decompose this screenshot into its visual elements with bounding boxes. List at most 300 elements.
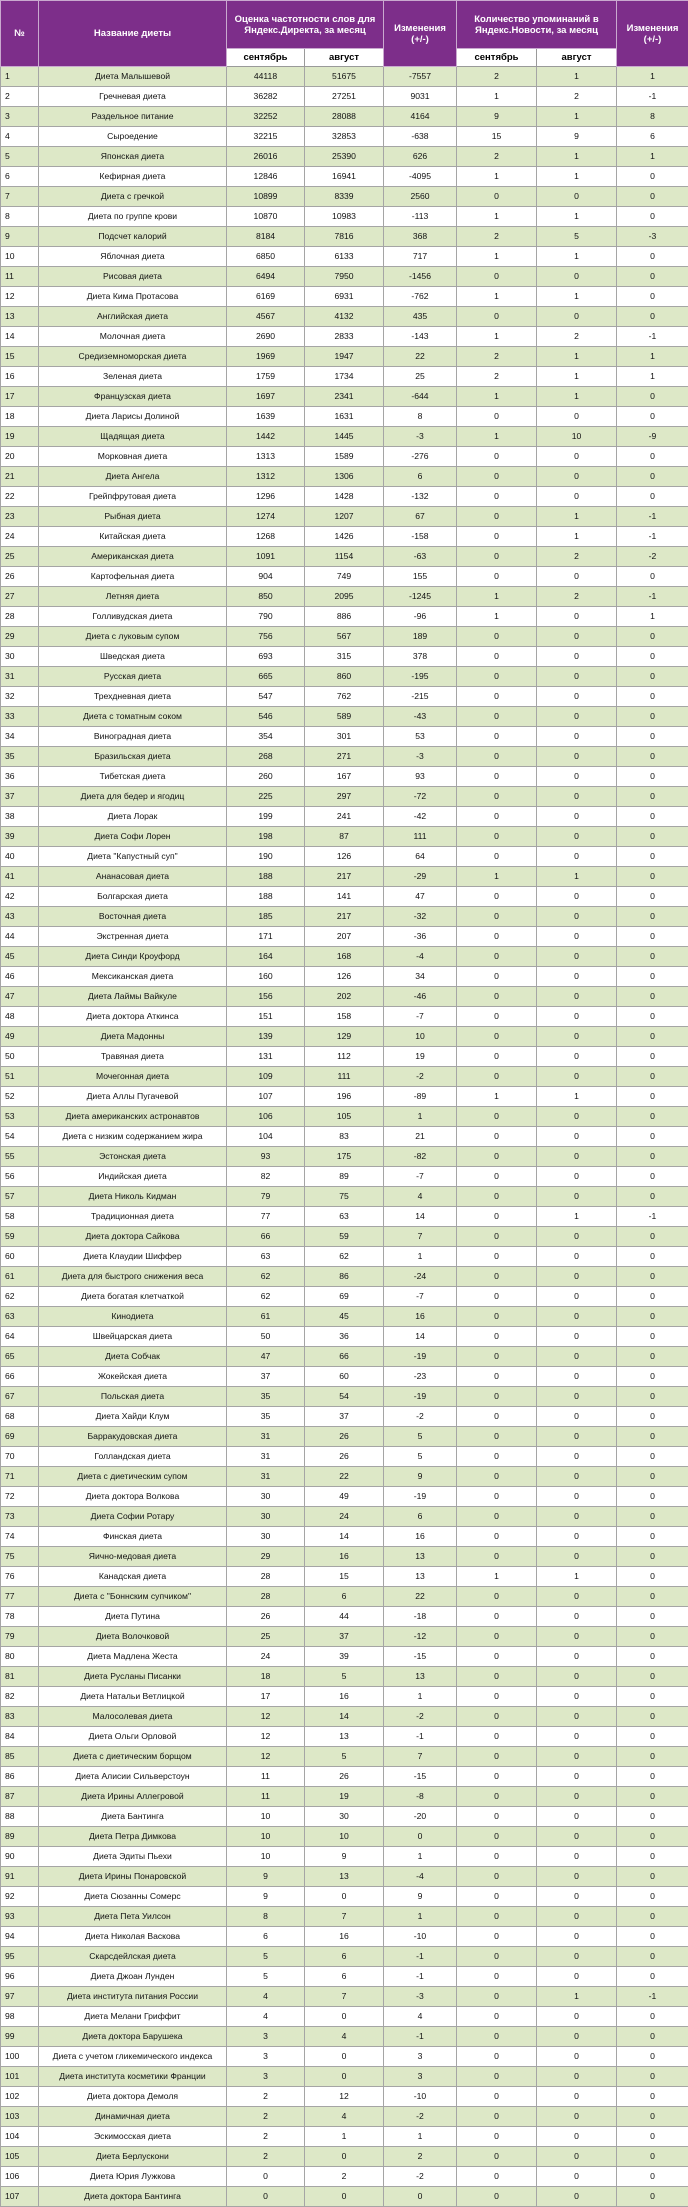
cell-news-change: -1 xyxy=(617,1207,688,1227)
cell-freq-sep: 10 xyxy=(227,1827,305,1847)
cell-freq-aug: 4 xyxy=(305,2107,384,2127)
cell-news-aug: 0 xyxy=(537,1247,617,1267)
cell-news-aug: 0 xyxy=(537,1327,617,1347)
cell-news-aug: 0 xyxy=(537,647,617,667)
table-body xyxy=(1,67,688,2207)
cell-num: 68 xyxy=(1,1407,39,1427)
cell-freq-change: 25 xyxy=(384,367,457,387)
cell-freq-aug: 1426 xyxy=(305,527,384,547)
table-row xyxy=(1,987,688,1007)
cell-num: 9 xyxy=(1,227,39,247)
table-row xyxy=(1,1827,688,1847)
cell-num: 24 xyxy=(1,527,39,547)
cell-diet-name: Жокейская диета xyxy=(39,1367,227,1387)
cell-num: 20 xyxy=(1,447,39,467)
cell-diet-name: Диета Ирины Понаровской xyxy=(39,1867,227,1887)
cell-freq-change: -18 xyxy=(384,1607,457,1627)
cell-news-change: 0 xyxy=(617,1747,688,1767)
cell-freq-aug: 14 xyxy=(305,1527,384,1547)
cell-news-sep: 0 xyxy=(457,927,537,947)
cell-freq-aug: 2 xyxy=(305,2167,384,2187)
cell-num: 63 xyxy=(1,1307,39,1327)
cell-num: 6 xyxy=(1,167,39,187)
cell-freq-sep: 31 xyxy=(227,1427,305,1447)
cell-freq-change: -4 xyxy=(384,1867,457,1887)
cell-num: 75 xyxy=(1,1547,39,1567)
cell-freq-sep: 3 xyxy=(227,2047,305,2067)
table-header xyxy=(1,1,688,67)
cell-news-aug: 0 xyxy=(537,1607,617,1627)
cell-news-change: 0 xyxy=(617,267,688,287)
cell-num: 93 xyxy=(1,1907,39,1927)
cell-news-sep: 0 xyxy=(457,1987,537,2007)
cell-news-aug: 1 xyxy=(537,147,617,167)
cell-freq-sep: 24 xyxy=(227,1647,305,1667)
cell-news-aug: 0 xyxy=(537,1287,617,1307)
cell-news-aug: 0 xyxy=(537,1007,617,1027)
table-row xyxy=(1,307,688,327)
cell-num: 16 xyxy=(1,367,39,387)
cell-news-aug: 0 xyxy=(537,1767,617,1787)
cell-diet-name: Диета с томатным соком xyxy=(39,707,227,727)
cell-freq-aug: 1154 xyxy=(305,547,384,567)
cell-diet-name: Диета "Капустный суп" xyxy=(39,847,227,867)
cell-diet-name: Индийская диета xyxy=(39,1167,227,1187)
cell-freq-sep: 12 xyxy=(227,1747,305,1767)
cell-freq-sep: 8184 xyxy=(227,227,305,247)
cell-freq-change: -1 xyxy=(384,2027,457,2047)
cell-diet-name: Диета Лорак xyxy=(39,807,227,827)
table-row xyxy=(1,707,688,727)
cell-freq-aug: 26 xyxy=(305,1427,384,1447)
cell-freq-sep: 904 xyxy=(227,567,305,587)
cell-news-aug: 0 xyxy=(537,467,617,487)
cell-news-aug: 0 xyxy=(537,1827,617,1847)
cell-diet-name: Малосолевая диета xyxy=(39,1707,227,1727)
cell-news-sep: 0 xyxy=(457,2167,537,2187)
cell-num: 48 xyxy=(1,1007,39,1027)
cell-freq-sep: 199 xyxy=(227,807,305,827)
cell-freq-aug: 167 xyxy=(305,767,384,787)
cell-freq-sep: 1312 xyxy=(227,467,305,487)
cell-news-aug: 1 xyxy=(537,207,617,227)
cell-news-change: 0 xyxy=(617,1527,688,1547)
cell-freq-sep: 354 xyxy=(227,727,305,747)
cell-news-change: 0 xyxy=(617,407,688,427)
cell-freq-change: -32 xyxy=(384,907,457,927)
cell-diet-name: Диета Натальи Ветлицкой xyxy=(39,1687,227,1707)
table-row xyxy=(1,1767,688,1787)
cell-news-aug: 1 xyxy=(537,1087,617,1107)
cell-news-change: 0 xyxy=(617,1967,688,1987)
cell-freq-sep: 35 xyxy=(227,1387,305,1407)
cell-news-sep: 1 xyxy=(457,207,537,227)
table-row xyxy=(1,1787,688,1807)
cell-num: 17 xyxy=(1,387,39,407)
cell-diet-name: Диета Николая Васкова xyxy=(39,1927,227,1947)
table-row xyxy=(1,1327,688,1347)
cell-news-aug: 1 xyxy=(537,387,617,407)
cell-diet-name: Диета Ларисы Долиной xyxy=(39,407,227,427)
cell-news-aug: 0 xyxy=(537,747,617,767)
cell-freq-sep: 198 xyxy=(227,827,305,847)
cell-freq-change: 4 xyxy=(384,1187,457,1207)
cell-news-aug: 1 xyxy=(537,67,617,87)
cell-freq-change: 1 xyxy=(384,1907,457,1927)
table-row xyxy=(1,67,688,87)
cell-freq-aug: 59 xyxy=(305,1227,384,1247)
cell-num: 10 xyxy=(1,247,39,267)
cell-freq-change: 6 xyxy=(384,467,457,487)
cell-freq-aug: 6 xyxy=(305,1587,384,1607)
cell-freq-sep: 4 xyxy=(227,2007,305,2027)
cell-num: 87 xyxy=(1,1787,39,1807)
cell-freq-aug: 860 xyxy=(305,667,384,687)
cell-num: 42 xyxy=(1,887,39,907)
cell-news-sep: 0 xyxy=(457,1767,537,1787)
cell-num: 44 xyxy=(1,927,39,947)
cell-num: 102 xyxy=(1,2087,39,2107)
cell-diet-name: Диета с низким содержанием жира xyxy=(39,1127,227,1147)
cell-diet-name: Средиземноморская диета xyxy=(39,347,227,367)
cell-news-change: 0 xyxy=(617,1707,688,1727)
cell-news-change: 0 xyxy=(617,1087,688,1107)
cell-news-sep: 0 xyxy=(457,1907,537,1927)
cell-freq-sep: 1442 xyxy=(227,427,305,447)
table-row xyxy=(1,1467,688,1487)
cell-num: 41 xyxy=(1,867,39,887)
cell-diet-name: Болгарская диета xyxy=(39,887,227,907)
cell-news-aug: 0 xyxy=(537,827,617,847)
cell-diet-name: Картофельная диета xyxy=(39,567,227,587)
cell-freq-aug: 749 xyxy=(305,567,384,587)
cell-freq-sep: 188 xyxy=(227,867,305,887)
table-row xyxy=(1,1207,688,1227)
cell-news-change: 0 xyxy=(617,567,688,587)
cell-freq-change: -8 xyxy=(384,1787,457,1807)
cell-news-sep: 0 xyxy=(457,667,537,687)
table-row xyxy=(1,647,688,667)
cell-news-change: 0 xyxy=(617,1167,688,1187)
cell-news-change: 0 xyxy=(617,1347,688,1367)
cell-freq-sep: 0 xyxy=(227,2167,305,2187)
cell-news-sep: 0 xyxy=(457,1447,537,1467)
cell-freq-change: 378 xyxy=(384,647,457,667)
cell-news-sep: 0 xyxy=(457,1727,537,1747)
cell-freq-aug: 0 xyxy=(305,2147,384,2167)
cell-diet-name: Ананасовая диета xyxy=(39,867,227,887)
cell-freq-aug: 175 xyxy=(305,1147,384,1167)
cell-news-aug: 0 xyxy=(537,1447,617,1467)
cell-freq-sep: 6850 xyxy=(227,247,305,267)
cell-num: 11 xyxy=(1,267,39,287)
cell-num: 85 xyxy=(1,1747,39,1767)
cell-num: 43 xyxy=(1,907,39,927)
cell-news-change: 1 xyxy=(617,147,688,167)
cell-news-aug: 0 xyxy=(537,1027,617,1047)
cell-freq-change: 53 xyxy=(384,727,457,747)
cell-news-sep: 0 xyxy=(457,1787,537,1807)
cell-freq-change: 47 xyxy=(384,887,457,907)
cell-num: 33 xyxy=(1,707,39,727)
cell-diet-name: Диета Ольги Орловой xyxy=(39,1727,227,1747)
cell-freq-change: -1 xyxy=(384,1967,457,1987)
cell-diet-name: Диета Софи Лорен xyxy=(39,827,227,847)
cell-news-change: 0 xyxy=(617,1287,688,1307)
cell-num: 32 xyxy=(1,687,39,707)
cell-freq-aug: 2095 xyxy=(305,587,384,607)
cell-freq-aug: 7 xyxy=(305,1907,384,1927)
cell-news-aug: 0 xyxy=(537,2147,617,2167)
cell-freq-change: -158 xyxy=(384,527,457,547)
cell-num: 105 xyxy=(1,2147,39,2167)
cell-freq-sep: 8 xyxy=(227,1907,305,1927)
cell-freq-aug: 39 xyxy=(305,1647,384,1667)
table-row xyxy=(1,1567,688,1587)
cell-freq-sep: 151 xyxy=(227,1007,305,1027)
cell-news-aug: 0 xyxy=(537,1947,617,1967)
table-row xyxy=(1,907,688,927)
table-row xyxy=(1,1267,688,1287)
table-row xyxy=(1,1847,688,1867)
cell-freq-change: -1245 xyxy=(384,587,457,607)
cell-freq-aug: 196 xyxy=(305,1087,384,1107)
cell-freq-change: 155 xyxy=(384,567,457,587)
cell-news-sep: 0 xyxy=(457,1367,537,1387)
cell-diet-name: Диета Лаймы Вайкуле xyxy=(39,987,227,1007)
cell-news-change: 0 xyxy=(617,1047,688,1067)
cell-freq-aug: 0 xyxy=(305,1887,384,1907)
cell-diet-name: Барракудовская диета xyxy=(39,1427,227,1447)
cell-freq-sep: 268 xyxy=(227,747,305,767)
cell-news-change: 0 xyxy=(617,1147,688,1167)
cell-diet-name: Грейпфрутовая диета xyxy=(39,487,227,507)
cell-freq-sep: 1296 xyxy=(227,487,305,507)
table-row xyxy=(1,2147,688,2167)
cell-freq-change: -195 xyxy=(384,667,457,687)
table-row xyxy=(1,1227,688,1247)
cell-diet-name: Японская диета xyxy=(39,147,227,167)
cell-freq-aug: 24 xyxy=(305,1507,384,1527)
cell-freq-change: -143 xyxy=(384,327,457,347)
cell-num: 51 xyxy=(1,1067,39,1087)
cell-news-sep: 0 xyxy=(457,967,537,987)
cell-freq-change: 1 xyxy=(384,1247,457,1267)
cell-freq-change: 19 xyxy=(384,1047,457,1067)
cell-news-change: 0 xyxy=(617,1487,688,1507)
cell-news-sep: 1 xyxy=(457,287,537,307)
cell-news-sep: 1 xyxy=(457,87,537,107)
cell-news-aug: 1 xyxy=(537,347,617,367)
cell-diet-name: Диета Мадонны xyxy=(39,1027,227,1047)
cell-diet-name: Диета института косметики Франции xyxy=(39,2067,227,2087)
cell-num: 84 xyxy=(1,1727,39,1747)
cell-news-sep: 0 xyxy=(457,1007,537,1027)
cell-news-aug: 0 xyxy=(537,907,617,927)
table-row xyxy=(1,127,688,147)
cell-news-sep: 0 xyxy=(457,1747,537,1767)
cell-news-sep: 0 xyxy=(457,827,537,847)
cell-freq-change: -43 xyxy=(384,707,457,727)
cell-freq-aug: 1207 xyxy=(305,507,384,527)
cell-num: 100 xyxy=(1,2047,39,2067)
cell-news-change: 0 xyxy=(617,1247,688,1267)
table-row xyxy=(1,547,688,567)
cell-num: 34 xyxy=(1,727,39,747)
table-row xyxy=(1,167,688,187)
cell-num: 15 xyxy=(1,347,39,367)
cell-news-sep: 0 xyxy=(457,407,537,427)
cell-diet-name: Диета Хайди Клум xyxy=(39,1407,227,1427)
table-row xyxy=(1,1507,688,1527)
cell-diet-name: Диета для быстрого снижения веса xyxy=(39,1267,227,1287)
cell-num: 54 xyxy=(1,1127,39,1147)
cell-news-change: 0 xyxy=(617,1647,688,1667)
cell-freq-aug: 0 xyxy=(305,2067,384,2087)
cell-news-aug: 0 xyxy=(537,2107,617,2127)
cell-news-aug: 0 xyxy=(537,927,617,947)
cell-diet-name: Диета доктора Волкова xyxy=(39,1487,227,1507)
cell-diet-name: Польская диета xyxy=(39,1387,227,1407)
cell-news-aug: 1 xyxy=(537,247,617,267)
cell-freq-sep: 1969 xyxy=(227,347,305,367)
cell-news-sep: 2 xyxy=(457,67,537,87)
cell-freq-aug: 112 xyxy=(305,1047,384,1067)
table-row xyxy=(1,1347,688,1367)
cell-news-aug: 0 xyxy=(537,1907,617,1927)
cell-news-change: 0 xyxy=(617,1767,688,1787)
cell-num: 81 xyxy=(1,1667,39,1687)
cell-news-aug: 0 xyxy=(537,727,617,747)
cell-freq-aug: 36 xyxy=(305,1327,384,1347)
cell-freq-aug: 5 xyxy=(305,1667,384,1687)
cell-num: 88 xyxy=(1,1807,39,1827)
table-row xyxy=(1,1407,688,1427)
header-freq-group: Оценка частотности слов для Яндекс.Директа, за месяц xyxy=(227,1,384,49)
cell-news-sep: 1 xyxy=(457,427,537,447)
cell-num: 2 xyxy=(1,87,39,107)
cell-news-sep: 0 xyxy=(457,707,537,727)
cell-news-change: -1 xyxy=(617,527,688,547)
cell-news-sep: 0 xyxy=(457,1047,537,1067)
cell-news-aug: 1 xyxy=(537,867,617,887)
cell-freq-aug: 271 xyxy=(305,747,384,767)
header-news-change: Изменения (+/-) xyxy=(617,1,688,67)
cell-freq-change: 7 xyxy=(384,1227,457,1247)
cell-news-sep: 2 xyxy=(457,227,537,247)
table-row xyxy=(1,927,688,947)
cell-diet-name: Травяная диета xyxy=(39,1047,227,1067)
table-row xyxy=(1,2127,688,2147)
cell-num: 5 xyxy=(1,147,39,167)
cell-freq-change: 2 xyxy=(384,2147,457,2167)
table-row xyxy=(1,867,688,887)
cell-news-change: 0 xyxy=(617,2147,688,2167)
table-row xyxy=(1,1287,688,1307)
cell-freq-sep: 547 xyxy=(227,687,305,707)
cell-freq-aug: 66 xyxy=(305,1347,384,1367)
cell-freq-sep: 62 xyxy=(227,1287,305,1307)
cell-freq-aug: 5 xyxy=(305,1747,384,1767)
cell-freq-change: -1 xyxy=(384,1727,457,1747)
cell-news-aug: 0 xyxy=(537,1667,617,1687)
cell-news-sep: 0 xyxy=(457,807,537,827)
cell-news-sep: 0 xyxy=(457,907,537,927)
cell-news-aug: 0 xyxy=(537,1867,617,1887)
cell-news-sep: 0 xyxy=(457,1887,537,1907)
cell-num: 47 xyxy=(1,987,39,1007)
header-num: № xyxy=(1,1,39,67)
cell-num: 106 xyxy=(1,2167,39,2187)
cell-freq-change: 16 xyxy=(384,1527,457,1547)
cell-freq-aug: 202 xyxy=(305,987,384,1007)
cell-num: 8 xyxy=(1,207,39,227)
cell-freq-sep: 6169 xyxy=(227,287,305,307)
cell-freq-aug: 217 xyxy=(305,867,384,887)
cell-news-change: 0 xyxy=(617,987,688,1007)
cell-num: 55 xyxy=(1,1147,39,1167)
cell-freq-sep: 31 xyxy=(227,1467,305,1487)
cell-freq-sep: 12 xyxy=(227,1707,305,1727)
cell-diet-name: Английская диета xyxy=(39,307,227,327)
cell-freq-sep: 546 xyxy=(227,707,305,727)
cell-freq-sep: 35 xyxy=(227,1407,305,1427)
cell-num: 59 xyxy=(1,1227,39,1247)
table-row xyxy=(1,627,688,647)
cell-freq-change: -2 xyxy=(384,1407,457,1427)
table-row xyxy=(1,747,688,767)
cell-num: 66 xyxy=(1,1367,39,1387)
cell-diet-name: Диета Путина xyxy=(39,1607,227,1627)
cell-news-change: 0 xyxy=(617,967,688,987)
cell-freq-change: -1 xyxy=(384,1947,457,1967)
cell-freq-sep: 2 xyxy=(227,2147,305,2167)
cell-news-change: 0 xyxy=(617,827,688,847)
cell-news-change: 0 xyxy=(617,467,688,487)
cell-freq-change: 13 xyxy=(384,1567,457,1587)
cell-news-aug: 0 xyxy=(537,187,617,207)
table-row xyxy=(1,1147,688,1167)
cell-news-change: 0 xyxy=(617,1567,688,1587)
cell-news-sep: 0 xyxy=(457,487,537,507)
cell-news-sep: 0 xyxy=(457,1387,537,1407)
cell-news-change: 0 xyxy=(617,1307,688,1327)
cell-freq-sep: 185 xyxy=(227,907,305,927)
cell-news-aug: 0 xyxy=(537,2187,617,2207)
cell-freq-aug: 1 xyxy=(305,2127,384,2147)
cell-freq-change: -20 xyxy=(384,1807,457,1827)
cell-news-change: 0 xyxy=(617,1407,688,1427)
table-row xyxy=(1,887,688,907)
cell-news-sep: 0 xyxy=(457,787,537,807)
cell-freq-aug: 86 xyxy=(305,1267,384,1287)
cell-news-aug: 0 xyxy=(537,667,617,687)
cell-freq-aug: 16941 xyxy=(305,167,384,187)
cell-freq-aug: 62 xyxy=(305,1247,384,1267)
cell-num: 97 xyxy=(1,1987,39,2007)
table-row xyxy=(1,1987,688,2007)
cell-news-sep: 0 xyxy=(457,747,537,767)
header-freq-sep: сентябрь xyxy=(227,49,305,67)
cell-freq-change: 34 xyxy=(384,967,457,987)
cell-num: 58 xyxy=(1,1207,39,1227)
cell-freq-aug: 1445 xyxy=(305,427,384,447)
cell-freq-aug: 0 xyxy=(305,2187,384,2207)
cell-news-aug: 0 xyxy=(537,1047,617,1067)
cell-freq-sep: 10870 xyxy=(227,207,305,227)
cell-freq-sep: 9 xyxy=(227,1867,305,1887)
cell-freq-change: 22 xyxy=(384,347,457,367)
